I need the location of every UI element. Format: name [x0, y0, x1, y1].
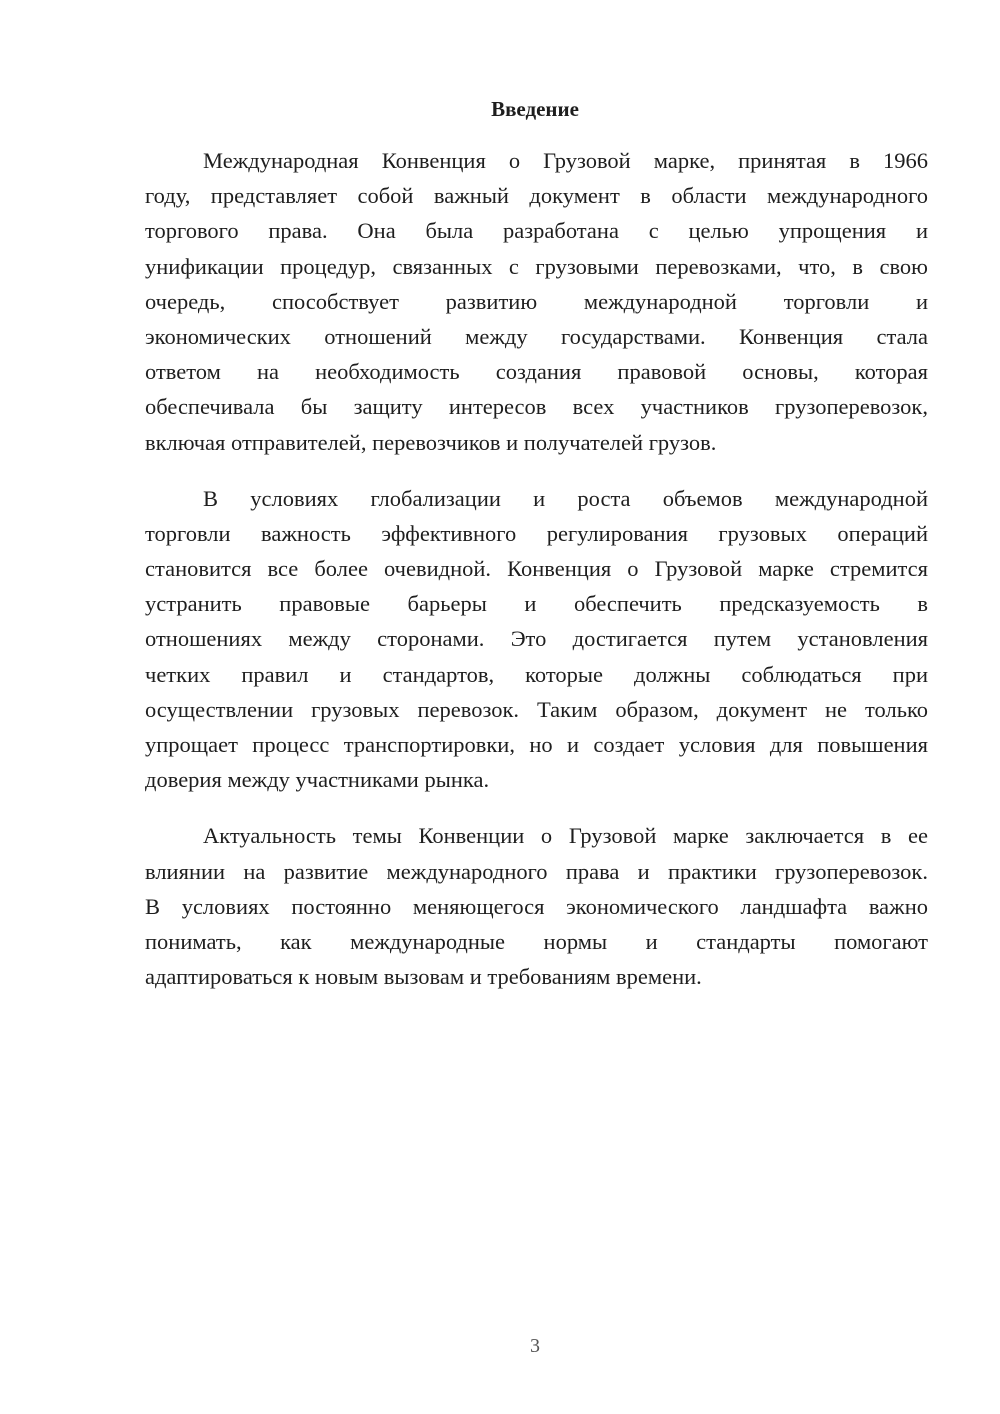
text-line: ответом на необходимость создания правовой основы, которая	[145, 359, 928, 385]
text-line: очередь, способствует развитию международной торговли и	[145, 288, 928, 314]
text-line: году, представляет собой важный документ в области международного	[145, 183, 928, 209]
text-line: понимать, как международные нормы и стандарты помогают	[145, 928, 928, 954]
page-number: 3	[530, 1335, 540, 1357]
text-line: В условиях постоянно меняющегося экономического ландшафта важно	[145, 893, 928, 919]
text-line: экономических отношений между государствами. Конвенция стала	[145, 323, 928, 349]
paragraph	[145, 143, 928, 460]
text-line: обеспечивала бы защиту интересов всех участников грузоперевозок,	[145, 394, 928, 420]
text-line: торгового права. Она была разработана с целью упрощения и	[145, 218, 928, 244]
text-line: устранить правовые барьеры и обеспечить предсказуемость в	[145, 591, 928, 617]
text-line: четких правил и стандартов, которые должны соблюдаться при	[145, 661, 928, 687]
section-title: Введение	[491, 97, 579, 121]
text-line: осуществлении грузовых перевозок. Таким образом, документ не только	[145, 696, 928, 722]
text-line: доверия между участниками рынка.	[145, 767, 490, 793]
text-line: включая отправителей, перевозчиков и получателей грузов.	[145, 429, 717, 455]
paragraph	[145, 481, 928, 798]
text-line: адаптироваться к новым вызовам и требованиям времени.	[145, 964, 702, 990]
text-line: торговли важность эффективного регулирования грузовых операций	[145, 520, 928, 546]
text-line: унификации процедур, связанных с грузовыми перевозками, что, в свою	[145, 253, 928, 279]
document-body	[145, 143, 928, 1015]
text-line: В условиях глобализации и роста объемов международной	[203, 485, 928, 511]
text-line: упрощает процесс транспортировки, но и создает условия для повышения	[145, 732, 928, 757]
text-line: становится все более очевидной. Конвенция о Грузовой марке стремится	[145, 556, 928, 582]
text-line: отношениях между сторонами. Это достигается путем установления	[145, 626, 928, 652]
paragraph	[145, 818, 928, 994]
text-line: Международная Конвенция о Грузовой марке, принятая в 1966	[203, 148, 928, 173]
text-line: влиянии на развитие международного права и практики грузоперевозок.	[145, 858, 928, 884]
text-line: Актуальность темы Конвенции о Грузовой марке заключается в ее	[203, 823, 928, 849]
